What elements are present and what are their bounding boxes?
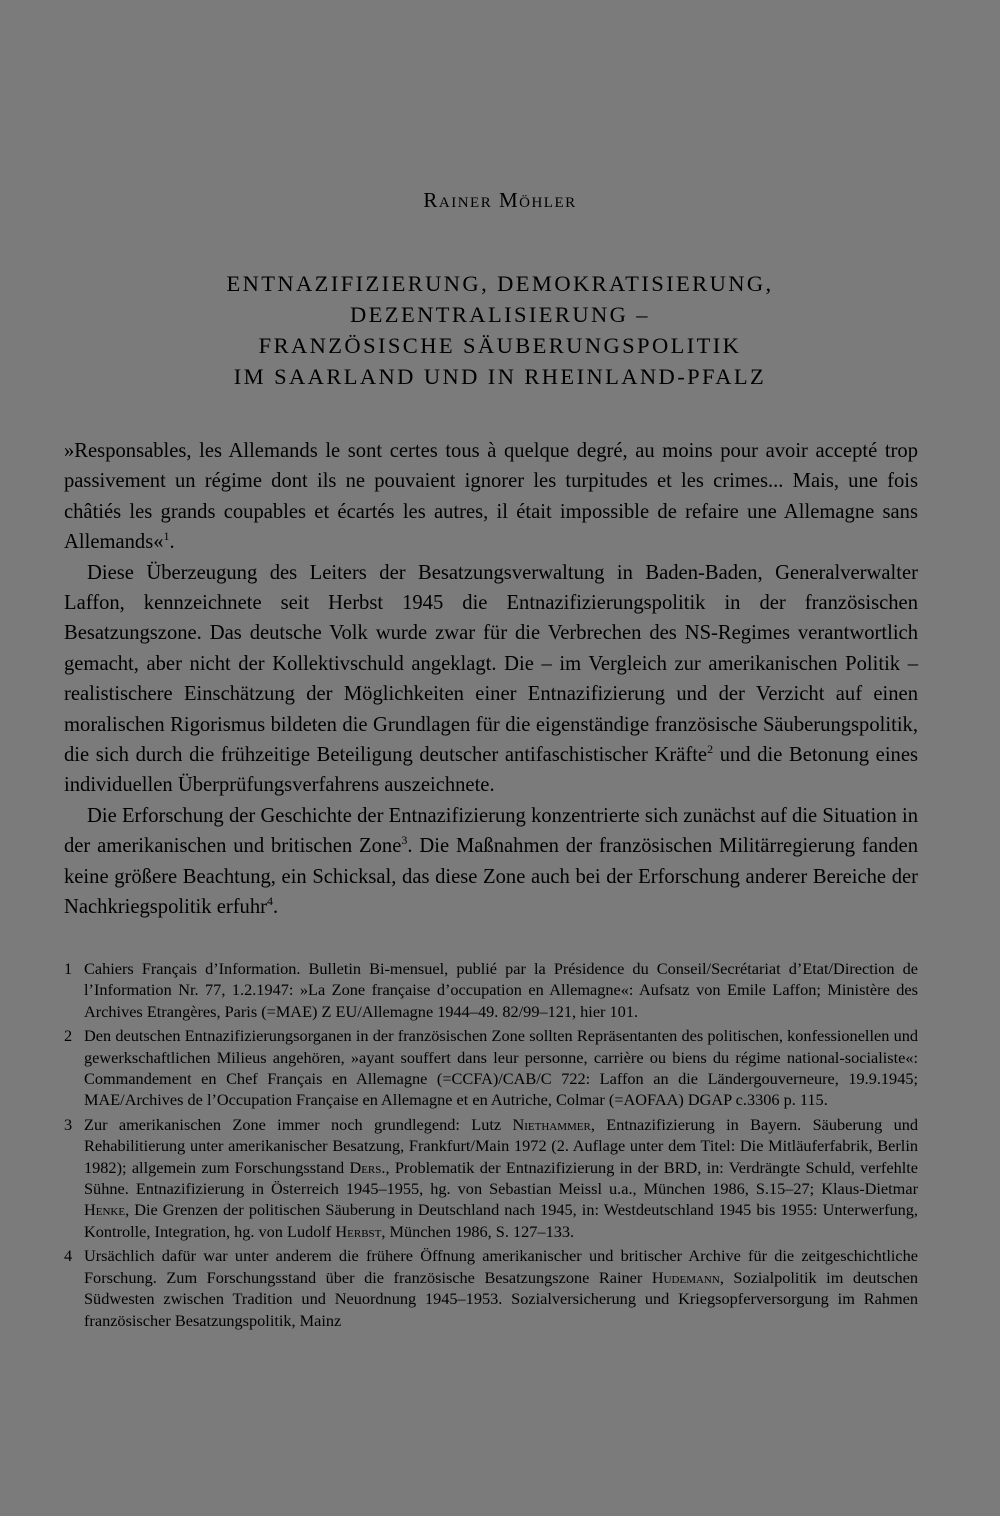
text-run: , Problematik der Entnazifizierung in der BRD, in: Verdrängte Schuld, verfehlte Sühne. Entnazifizierung in Österreich 1945–1955, hg. von Sebastian Meissl u.a., München 1986, S.15–27; Klaus-Dietmar [84, 1157, 918, 1199]
title-line: IM SAARLAND UND IN RHEINLAND-PFALZ [233, 364, 767, 389]
text-run: Ursächlich dafür war unter anderem die frühere Öffnung amerikanischer und britischer Archive für die zeitgeschichtliche Forschung. Zum Forschungsstand über die französische Besatzungszone Rainer [84, 1246, 918, 1287]
author-surname: Ders. [349, 1157, 386, 1177]
footnote-marker: 1 [163, 529, 170, 544]
footnote [64, 1114, 918, 1242]
main-text [64, 436, 918, 923]
author-surname: Niethammer [512, 1114, 591, 1134]
footnote [64, 1245, 918, 1331]
title-line: DEZENTRALISIERUNG – [350, 302, 650, 327]
text-run: Die Erforschung der Geschichte der Entnazifizierung konzentrierte sich zunächst auf die Situation in der amerikanischen und britischen Zone [64, 804, 918, 858]
text-run: , Die Grenzen der politischen Säuberung in Deutschland nach 1945, in: Westdeutschland 1945 bis 1955: Unterwerfung, Kontrolle, Integration, hg. von Ludolf [84, 1200, 918, 1241]
author-surname: Herbst [335, 1221, 382, 1241]
text-run: »Responsables, les Allemands le sont certes tous à quelque degré, au moins pour avoir accepté trop passivement un régime dont ils ne pouvaient ignorer les turpitudes et les crimes... Mais, une fois châtiés les grands coupables et écartés les autres, il était impossible de refaire une Allemagne sans Allemands« [64, 440, 918, 554]
text-run: , Entnazifizierung in Bayern. Säuberung und Rehabilitierung unter amerikanischer Besatzung, Frankfurt/Main 1972 (2. Auflage unter dem Titel: Die Mitläuferfabrik, Berlin 1982); allgemein zum Forschungsstand [84, 1114, 918, 1177]
footnotes [64, 958, 918, 1334]
footnote-number: 1 [64, 959, 73, 978]
paragraph [64, 801, 918, 923]
footnote-number: 2 [64, 1026, 73, 1046]
title-line: ENTNAZIFIZIERUNG, DEMOKRATISIERUNG, [226, 271, 774, 296]
footnote [64, 1025, 918, 1111]
footnote-marker: 4 [267, 894, 274, 909]
text-run: , München 1986, S. 127–133. [381, 1221, 575, 1241]
text-run: . Die Maßnahmen der französischen Militärregierung fanden keine größere Beachtung, ein Schicksal, das diese Zone auch bei der Erforschung anderer Bereiche der Nachkriegspolitik erfuhr [64, 835, 918, 919]
text-run: Den deutschen Entnazifizierungsorganen in der französischen Zone sollten Repräsentanten des politischen, konfessionellen und gewerkschaftlichen Milieus angehören, »ayant souffert dans leur personne, carrière ou biens du régime national-socialiste«: Commandement en Chef Français en Allemagne (=CCFA)/CAB/C 722: Laffon an die Ländergouverneure, 19.9.1945; MAE/Archives de l’Occupation Française en Allemagne et en Autriche, Colmar (=AOFAA) DGAP c.3306 p. 115. [84, 1026, 918, 1110]
text-run: . [273, 896, 279, 919]
article-title [80, 268, 920, 392]
footnote-marker: 2 [707, 742, 714, 757]
paragraph [64, 558, 918, 801]
text-run: , Sozialpolitik im deutschen Südwesten zwischen Tradition und Neuordnung 1945–1953. Sozialversicherung und Kriegsopferversorgung im Rahmen französischer Besatzungspolitik, Mainz [84, 1267, 919, 1330]
author-name: Rainer Möhler [423, 188, 577, 212]
text-run: Cahiers Français d’Information. Bulletin Bi-mensuel, publié par la Présidence du Conseil/Secrétariat d’Etat/Direction de l’Information Nr. 77, 1.2.1947: »La Zone française d’occupation en Allemagne«: Aufsatz von Emile Laffon; Ministère des Archives Etrangères, Paris (=MAE) Z EU/Allemagne 1944–49. 82/99–121, hier 101. [84, 959, 918, 1021]
text-run: und die Betonung eines individuellen Überprüfungsverfahrens auszeichnete. [64, 744, 918, 797]
text-run: . [169, 531, 175, 554]
author-surname: Hudemann [651, 1267, 720, 1287]
text-run: Diese Überzeugung des Leiters der Besatzungsverwaltung in Baden-Baden, Generalverwalter Laffon, kennzeichnete seit Herbst 1945 die Entnazifizierungspolitik in der französischen Besatzungszone. Das deutsche Volk wurde zwar für die Verbrechen des NS-Regimes verantwortlich gemacht, aber nicht der Kollektivschuld angeklagt. Die – im Vergleich zur amerikanischen Politik – realistischere Einschätzung der Möglichkeiten einer Entnazifizierung und der Verzicht auf einen moralischen Rigorismus bildeten die Grundlagen für die eigenständige französische Säuberungspolitik, die sich durch die frühzeitige Beteiligung deutscher antifaschistischer Kräfte [64, 561, 918, 767]
paragraph [64, 436, 918, 558]
footnote-marker: 3 [401, 833, 408, 848]
footnote-number: 4 [64, 1246, 73, 1266]
author-surname: Henke [84, 1200, 126, 1220]
title-line: FRANZÖSISCHE SÄUBERUNGSPOLITIK [258, 333, 742, 358]
footnote-number: 3 [64, 1114, 73, 1134]
text-run: Zur amerikanischen Zone immer noch grundlegend: Lutz [84, 1114, 513, 1134]
footnote [64, 958, 918, 1022]
